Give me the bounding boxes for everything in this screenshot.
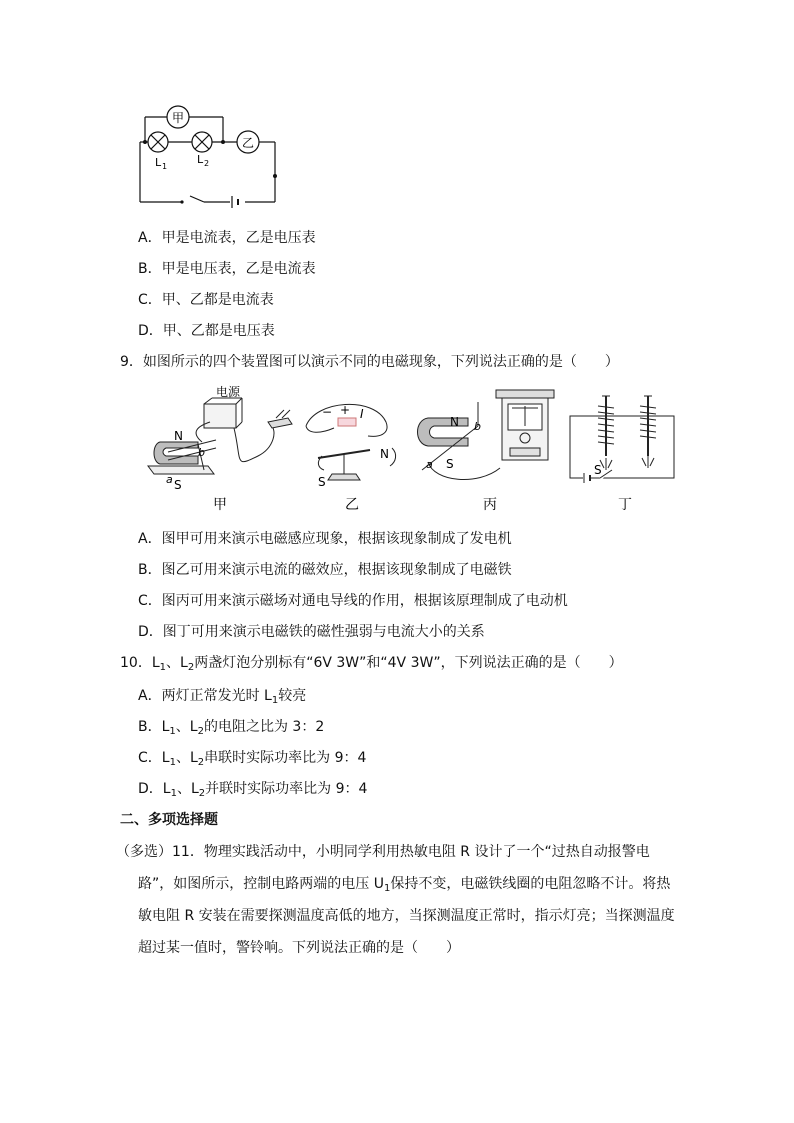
- q8-option-b: B．甲是电压表，乙是电流表: [138, 261, 316, 277]
- bing-n-label: N: [450, 415, 459, 429]
- meter-a-label: 甲: [171, 111, 185, 125]
- q9-option-c: C．图丙可用来演示磁场对通电导线的作用，根据该原理制成了电动机: [138, 593, 568, 609]
- lamp1-sub: 1: [162, 162, 168, 171]
- yi-minus-label: −: [322, 405, 333, 419]
- q8-option-c: C．甲、乙都是电流表: [138, 292, 274, 308]
- lamp1-label: L: [155, 156, 162, 169]
- jia-n-label: N: [174, 429, 183, 443]
- jia-a-label: a: [166, 473, 173, 486]
- power-label: 电源: [216, 385, 241, 399]
- lamp2-label: L: [197, 153, 204, 166]
- q9-stem: 9．如图所示的四个装置图可以演示不同的电磁现象，下列说法正确的是（ ）: [120, 354, 619, 370]
- yi-plus-label: +: [340, 403, 351, 417]
- lamp2-sub: 2: [204, 159, 210, 168]
- q9-option-a: A．图甲可用来演示电磁感应现象，根据该现象制成了发电机: [138, 531, 512, 547]
- bing-s-label: S: [446, 457, 454, 471]
- caption-yi: 乙: [345, 497, 359, 513]
- q9-apparatus-figure: [138, 382, 683, 518]
- q11-line-1: （多选）11．物理实践活动中，小明同学利用热敏电阻 R 设计了一个“过热自动报警电: [116, 844, 650, 860]
- bing-a-label: a: [426, 458, 433, 471]
- q10-number: 10．: [120, 655, 152, 671]
- caption-jia: 甲: [213, 497, 227, 513]
- q8-option-a: A．甲是电流表，乙是电压表: [138, 230, 316, 246]
- q11-line-3: 敏电阻 R 安装在需要探测温度高低的地方，当探测温度正常时，指示灯亮；当探测温度: [138, 908, 675, 924]
- q9-option-b: B．图乙可用来演示电流的磁效应，根据该现象制成了电磁铁: [138, 562, 512, 578]
- q10-option-d: D．$L_1$、$L_2$并联时实际功率比为 9：4: [138, 781, 368, 799]
- ding-s-label: S: [594, 463, 602, 477]
- jia-s-label: S: [174, 478, 182, 492]
- q11-line-2: 路”，如图所示，控制电路两端的电压 $U_1$保持不变，电磁铁线圈的电阻忽略不计。将热: [138, 876, 671, 894]
- q10-option-a: A．两灯正常发光时 $L_1$较亮: [138, 688, 307, 706]
- caption-ding: 丁: [618, 497, 632, 513]
- section-title: 二、多项选择题: [120, 812, 218, 828]
- yi-current-label: I: [360, 407, 364, 421]
- q10-stem: 10．$L_1$、$L_2$两盏灯泡分别标有“6V 3W”和“4V 3W”，下列说法正确的是（ ）: [120, 655, 623, 673]
- q10-option-b: B．$L_1$、$L_2$的电阻之比为 3：2: [138, 719, 325, 737]
- q11-line-4: 超过某一值时，警铃响。下列说法正确的是（ ）: [138, 940, 460, 956]
- jia-b-label: b: [198, 446, 205, 459]
- q8-circuit-diagram: [130, 104, 290, 210]
- yi-s-label: S: [318, 475, 326, 489]
- caption-bing: 丙: [483, 497, 497, 513]
- q9-option-d: D．图丁可用来演示电磁铁的磁性强弱与电流大小的关系: [138, 624, 485, 640]
- meter-b-label: 乙: [241, 136, 255, 150]
- yi-n-label: N: [380, 447, 389, 461]
- bing-b-label: b: [474, 420, 481, 433]
- q8-option-d: D．甲、乙都是电压表: [138, 323, 275, 339]
- q10-option-c: C．$L_1$、$L_2$串联时实际功率比为 9：4: [138, 750, 367, 768]
